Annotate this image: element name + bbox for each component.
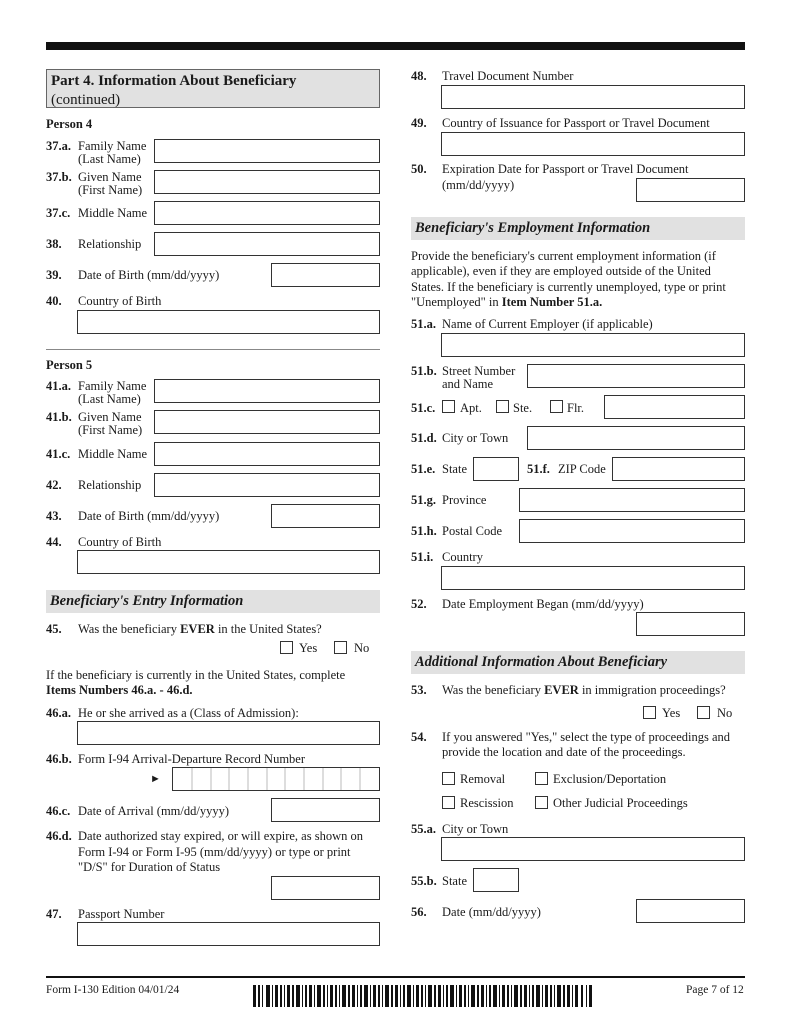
q46a-number: 46.a. <box>46 706 71 720</box>
top-rule <box>46 42 745 50</box>
rescission-label: Rescission <box>460 796 514 810</box>
travel-document-number-input[interactable] <box>441 85 745 109</box>
given-name-input-41b[interactable] <box>154 410 380 434</box>
q37a-label: Family Name <box>78 139 147 153</box>
stay-expired-input[interactable] <box>271 876 380 900</box>
q41a-number: 41.a. <box>46 379 71 393</box>
employer-province-input[interactable] <box>519 488 745 512</box>
q43-label: Date of Birth (mm/dd/yyyy) <box>78 509 220 523</box>
family-name-input-41a[interactable] <box>154 379 380 403</box>
q38-number: 38. <box>46 237 62 251</box>
employer-country-input[interactable] <box>441 566 745 590</box>
judicial-label: Other Judicial Proceedings <box>553 796 688 810</box>
q51i-label: Country <box>442 550 483 564</box>
i94-digit-dividers <box>173 768 379 790</box>
q51h-number: 51.h. <box>411 524 437 538</box>
i94-number-input[interactable] <box>172 767 380 791</box>
q52-label: Date Employment Began (mm/dd/yyyy) <box>442 597 644 611</box>
q51h-label: Postal Code <box>442 524 503 538</box>
q48-label: Travel Document Number <box>442 69 574 83</box>
q49-label: Country of Issuance for Passport or Travel Document <box>442 116 710 130</box>
part-title: Part 4. Information About Beneficiary <box>51 73 297 89</box>
page-number: Page 7 of 12 <box>686 984 744 996</box>
q50-line2: (mm/dd/yyyy) <box>442 178 515 192</box>
q52-number: 52. <box>411 597 427 611</box>
class-of-admission-input[interactable] <box>77 721 380 745</box>
q56-label: Date (mm/dd/yyyy) <box>442 905 541 919</box>
employer-postal-code-input[interactable] <box>519 519 745 543</box>
ste-label: Ste. <box>513 401 533 415</box>
q39-number: 39. <box>46 268 62 282</box>
part-subtitle: (continued) <box>51 92 121 108</box>
q53-yes-label: Yes <box>662 706 681 720</box>
q51i-number: 51.i. <box>411 550 434 564</box>
q51f-label: ZIP Code <box>558 462 606 476</box>
person5-heading: Person 5 <box>46 358 93 372</box>
country-of-birth-input-44[interactable] <box>77 550 380 574</box>
q40-number: 40. <box>46 294 62 308</box>
q47-number: 47. <box>46 907 62 921</box>
q51d-number: 51.d. <box>411 431 437 445</box>
q45-no-checkbox[interactable] <box>334 641 347 654</box>
q50-number: 50. <box>411 162 427 176</box>
dob-input-43[interactable] <box>271 504 380 528</box>
q37b-sublabel: (First Name) <box>78 183 143 197</box>
q51f-number: 51.f. <box>527 462 550 476</box>
arrow-icon: ► <box>150 773 161 785</box>
employment-instruction-line2: applicable), even if they are employed outside of the United <box>411 264 711 278</box>
person-divider <box>46 349 380 350</box>
q41c-number: 41.c. <box>46 447 71 461</box>
q46a-label: He or she arrived as a (Class of Admission): <box>78 706 299 720</box>
q41b-number: 41.b. <box>46 410 72 424</box>
q37a-number: 37.a. <box>46 139 71 153</box>
employment-instruction-line1: Provide the beneficiary's current employment information (if <box>411 249 716 263</box>
q51d-label: City or Town <box>442 431 509 445</box>
q53-no-checkbox[interactable] <box>697 706 710 719</box>
q45-yes-checkbox[interactable] <box>280 641 293 654</box>
q41b-label: Given Name <box>78 410 142 424</box>
part-header <box>46 69 380 108</box>
employer-city-input[interactable] <box>527 426 745 450</box>
passport-expiration-input[interactable] <box>636 178 745 202</box>
q41c-label: Middle Name <box>78 447 148 461</box>
q40-label: Country of Birth <box>78 294 162 308</box>
q54-number: 54. <box>411 730 427 744</box>
q55a-number: 55.a. <box>411 822 436 836</box>
q37c-label: Middle Name <box>78 206 148 220</box>
flr-label: Flr. <box>567 401 585 415</box>
removal-checkbox[interactable] <box>442 772 455 785</box>
additional-section-heading: Additional Information About Beneficiary <box>411 651 745 674</box>
q46b-label: Form I-94 Arrival-Departure Record Number <box>78 752 306 766</box>
q51a-number: 51.a. <box>411 317 436 331</box>
q51c-number: 51.c. <box>411 401 436 415</box>
employer-state-input[interactable] <box>473 457 519 481</box>
country-of-birth-input-40[interactable] <box>77 310 380 334</box>
q46d-line2: Form I-94 or Form I-95 (mm/dd/yyyy) or type or print <box>78 845 351 859</box>
q46d-line1: Date authorized stay expired, or will expire, as shown on <box>78 829 363 843</box>
q51g-label: Province <box>442 493 487 507</box>
person4-heading: Person 4 <box>46 117 93 131</box>
employment-instruction-line4: "Unemployed" in Item Number 51.a. <box>411 295 603 309</box>
q46b-number: 46.b. <box>46 752 72 766</box>
q37a-sublabel: (Last Name) <box>78 152 141 166</box>
q53-number: 53. <box>411 683 427 697</box>
dob-input-39[interactable] <box>271 263 380 287</box>
q45-number: 45. <box>46 622 62 636</box>
q55b-label: State <box>442 874 467 888</box>
entry-instruction-line2: Items Numbers 46.a. - 46.d. <box>46 683 193 697</box>
q41a-sublabel: (Last Name) <box>78 392 141 406</box>
q46c-label: Date of Arrival (mm/dd/yyyy) <box>78 804 230 818</box>
family-name-input-37a[interactable] <box>154 139 380 163</box>
q50-line1: Expiration Date for Passport or Travel Document <box>442 162 689 176</box>
q48-number: 48. <box>411 69 427 83</box>
q56-number: 56. <box>411 905 427 919</box>
proceedings-date-input[interactable] <box>636 899 745 923</box>
removal-label: Removal <box>460 772 506 786</box>
given-name-input-37b[interactable] <box>154 170 380 194</box>
q44-label: Country of Birth <box>78 535 162 549</box>
q54-line1: If you answered "Yes," select the type of proceedings and <box>442 730 731 744</box>
q45-no-label: No <box>354 641 370 655</box>
q51a-label: Name of Current Employer (if applicable) <box>442 317 653 331</box>
barcode-icon <box>253 985 593 1007</box>
q51b-line2: and Name <box>442 377 494 391</box>
flr-checkbox[interactable] <box>550 400 563 413</box>
date-of-arrival-input[interactable] <box>271 798 380 822</box>
q46d-number: 46.d. <box>46 829 72 843</box>
q37b-number: 37.b. <box>46 170 72 184</box>
q47-label: Passport Number <box>78 907 165 921</box>
entry-instruction-line1: If the beneficiary is currently in the United States, complete <box>46 668 346 682</box>
country-of-issuance-input[interactable] <box>441 132 745 156</box>
q42-label: Relationship <box>78 478 142 492</box>
q49-number: 49. <box>411 116 427 130</box>
q39-label: Date of Birth (mm/dd/yyyy) <box>78 268 220 282</box>
q51g-number: 51.g. <box>411 493 436 507</box>
q38-label: Relationship <box>78 237 142 251</box>
q53-yes-checkbox[interactable] <box>643 706 656 719</box>
q51b-number: 51.b. <box>411 364 437 378</box>
exclusion-checkbox[interactable] <box>535 772 548 785</box>
proceedings-city-input[interactable] <box>441 837 745 861</box>
exclusion-label: Exclusion/Deportation <box>553 772 667 786</box>
entry-section-heading: Beneficiary's Entry Information <box>46 590 380 613</box>
q37b-label: Given Name <box>78 170 142 184</box>
employment-instruction-line3: States. If the beneficiary is currently unemployed, type or print <box>411 280 726 294</box>
employer-name-input[interactable] <box>441 333 745 357</box>
middle-name-input-41c[interactable] <box>154 442 380 466</box>
proceedings-state-input[interactable] <box>473 868 519 892</box>
q46d-line3: "D/S" for Duration of Status <box>78 860 221 874</box>
employer-zip-input[interactable] <box>612 457 745 481</box>
middle-name-input-37c[interactable] <box>154 201 380 225</box>
q51b-line1: Street Number <box>442 364 516 378</box>
ste-checkbox[interactable] <box>496 400 509 413</box>
unit-number-input[interactable] <box>604 395 745 419</box>
q46c-number: 46.c. <box>46 804 71 818</box>
employment-began-input[interactable] <box>636 612 745 636</box>
passport-number-input[interactable] <box>77 922 380 946</box>
q45-yes-label: Yes <box>299 641 318 655</box>
apt-label: Apt. <box>460 401 482 415</box>
q51e-label: State <box>442 462 467 476</box>
q55b-number: 55.b. <box>411 874 437 888</box>
judicial-checkbox[interactable] <box>535 796 548 809</box>
rescission-checkbox[interactable] <box>442 796 455 809</box>
q42-number: 42. <box>46 478 62 492</box>
form-edition: Form I-130 Edition 04/01/24 <box>46 984 180 996</box>
q53-label: Was the beneficiary EVER in immigration proceedings? <box>442 683 726 697</box>
street-input[interactable] <box>527 364 745 388</box>
q41b-sublabel: (First Name) <box>78 423 143 437</box>
apt-checkbox[interactable] <box>442 400 455 413</box>
employment-section-heading: Beneficiary's Employment Information <box>411 217 745 240</box>
q37c-number: 37.c. <box>46 206 71 220</box>
q45-label: Was the beneficiary EVER in the United States? <box>78 622 322 636</box>
footer-rule <box>46 976 745 978</box>
relationship-input-42[interactable] <box>154 473 380 497</box>
q54-line2: provide the location and date of the proceedings. <box>442 745 686 759</box>
q55a-label: City or Town <box>442 822 509 836</box>
q53-no-label: No <box>717 706 733 720</box>
q44-number: 44. <box>46 535 62 549</box>
q51e-number: 51.e. <box>411 462 436 476</box>
relationship-input-38[interactable] <box>154 232 380 256</box>
q41a-label: Family Name <box>78 379 147 393</box>
q43-number: 43. <box>46 509 62 523</box>
